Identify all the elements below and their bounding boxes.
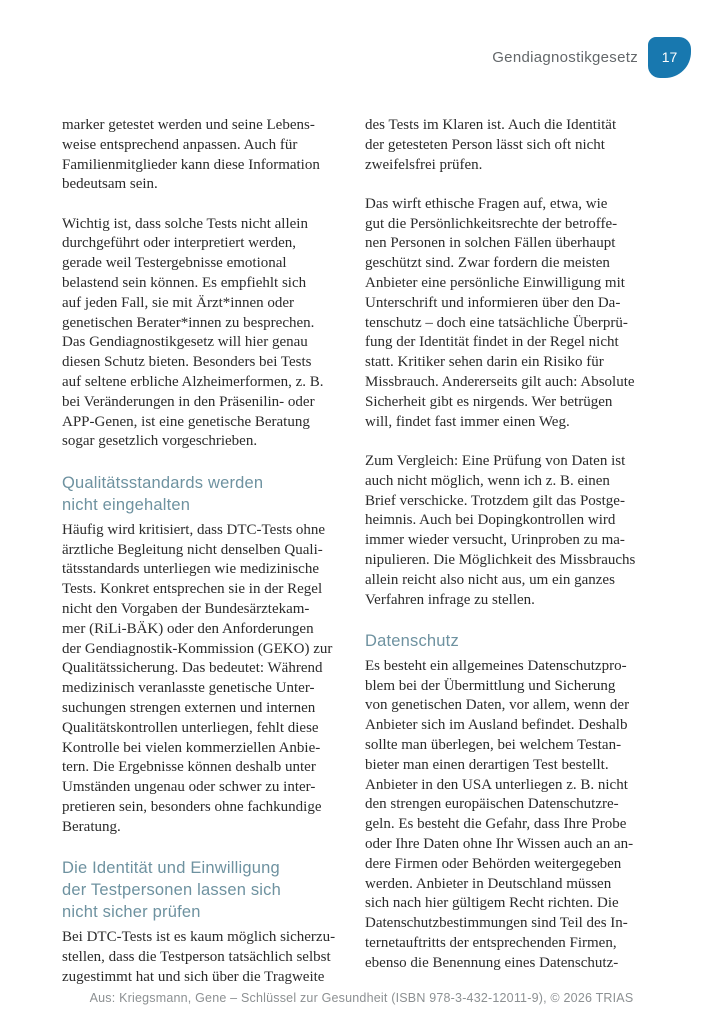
- paragraph: Wichtig ist, dass solche Tests nicht allein durchgeführt oder interpretiert werden, gerade weil Testergebnisse emotional belastend sein können. Es empfiehlt sich auf jeden Fall, sie mit Ärzt*innen oder genetischen Berater*innen zu besprechen. Das Gendiagnostikgesetz will hier genau diesen Schutz bieten. Besonders bei Tests auf seltene erbliche Alzheimerformen, z. B. bei Veränderungen in den Präsenilin- oder APP-Genen, ist eine genetische Beratung sogar gesetzlich vorgeschrieben.: [62, 215, 324, 450]
- chapter-title: Gendiagnostikgesetz: [492, 49, 638, 66]
- page-number-badge: 17: [648, 37, 691, 78]
- section-heading: Die Identität und Einwilligung der Testpersonen lassen sich nicht sicher prüfen: [62, 859, 282, 921]
- paragraph: Häufig wird kritisiert, dass DTC-Tests ohne ärztliche Begleitung nicht denselben Quali- tätsstandards unterliegen wie medizinische Tests. Konkret entsprechen sie in der Regel nicht den Vorgaben der Bundesärztekam- mer (RiLi-BÄK) oder den Anforderungen der Gendiagnostik-Kommission (GEKO) zur Qualitätssicherung. Das bedeutet: Während medizinisch veranlasste genetische Unter- suchungen strengen externen und internen Qualitätskontrollen unterliegen, fehlt diese Kontrolle bei vielen kommerziellen Anbie- tern. Die Ergebnisse können deshalb unter Umständen ungenau oder schwer zu inter- pretieren sein, besonders ohne fachkundige Beratung.: [62, 521, 333, 835]
- page-footer: [0, 989, 723, 1007]
- section-heading: Datenschutz: [365, 631, 459, 650]
- paragraph: Bei DTC-Tests ist es kaum möglich sicherzu- stellen, dass die Testperson tatsächlich selbst zugestimmt hat und sich über die Tragweite: [62, 929, 336, 985]
- page-header: [0, 37, 691, 78]
- paragraph: des Tests im Klaren ist. Auch die Identität der getesteten Person lässt sich oft nicht zweifelsfrei prüfen.: [365, 117, 617, 173]
- paragraph: Es besteht ein allgemeines Datenschutzpro- blem bei der Übermittlung und Sicherung von genetischen Daten, vor allem, wenn der Anbieter sich im Ausland befindet. Deshalb sollte man überlegen, bei welchem Testan- bieter man einen derartigen Test bestellt. Anbieter in den USA unterliegen z. B. nicht den strengen europäischen Datenschutzre- geln. Es besteht die Gefahr, dass Ihre Probe oder Ihre Daten ohne Ihr Wissen auch an an- dere Firmen oder Behörden weitergegeben werden. Anbieter in Deutschland müssen sich nach hier gültigem Recht richten. Die Datenschutzbestimmungen sind Teil des In- ternetauftritts der entsprechenden Firmen, ebenso die Benennung eines Datenschutz-: [365, 657, 634, 971]
- right-column: [365, 116, 657, 993]
- paragraph: Zum Vergleich: Eine Prüfung von Daten ist auch nicht möglich, wenn ich z. B. einen Brief verschicke. Trotzdem gilt das Postge- heimnis. Auch bei Dopingkontrollen wird immer wieder versucht, Urinproben zu ma- nipulieren. Die Möglichkeit des Missbrauchs allein reicht also nicht aus, um ein ganzes Verfahren infrage zu stellen.: [365, 452, 636, 608]
- credit-line: Aus: Kriegsmann, Gene – Schlüssel zur Gesundheit (ISBN 978-3-432-12011-9), © 2026 TRIAS: [89, 991, 634, 1005]
- paragraph: Das wirft ethische Fragen auf, etwa, wie gut die Persönlichkeitsrechte der betroffe- nen Personen in solchen Fällen überhaupt geschützt sind. Zwar fordern die meisten Anbieter eine persönliche Einwilligung mit Unterschrift und informieren über den Da- tenschutz – doch eine tatsächliche Überprü- fung der Identität findet in der Regel nicht statt. Kritiker sehen darin ein Risiko für Missbrauch. Andererseits gilt auch: Absolute Sicherheit gibt es nirgends. Wer betrügen will, findet fast immer einen Weg.: [365, 195, 635, 430]
- left-column: [62, 116, 354, 1007]
- section-heading: Qualitätsstandards werden nicht eingehalten: [62, 473, 264, 514]
- paragraph: marker getestet werden und seine Lebens- weise entsprechend anpassen. Auch für Familienmitglieder kann diese Information bedeutsam sein.: [62, 117, 320, 193]
